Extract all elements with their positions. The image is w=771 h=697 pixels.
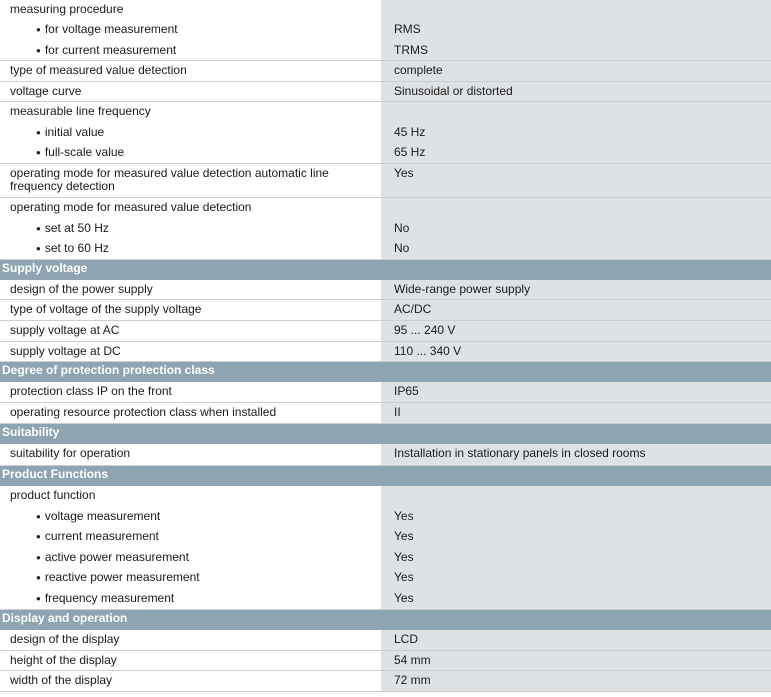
spec-value: [381, 0, 771, 20]
spec-value: complete: [381, 61, 771, 82]
section-header-product-functions: Product Functions: [0, 466, 771, 486]
spec-value: Installation in stationary panels in closed rooms: [381, 444, 771, 466]
spec-label: ● voltage measurement: [0, 507, 381, 527]
spec-row: [0, 82, 771, 102]
spec-label: supply voltage at DC: [0, 342, 381, 362]
spec-row: [0, 342, 771, 362]
spec-row: [0, 671, 771, 692]
spec-row: [0, 219, 771, 239]
spec-value: RMS: [381, 20, 771, 41]
spec-row: [0, 651, 771, 671]
spec-row: [0, 630, 771, 651]
spec-label: measurable line frequency: [0, 102, 381, 123]
spec-row: [0, 568, 771, 589]
spec-label: design of the display: [0, 630, 381, 651]
spec-value: Wide-range power supply: [381, 280, 771, 300]
spec-row: [0, 444, 771, 466]
spec-value: 45 Hz: [381, 123, 771, 143]
spec-value: 65 Hz: [381, 143, 771, 164]
spec-value: [381, 198, 771, 219]
spec-value: Yes: [381, 507, 771, 527]
spec-label: measuring procedure: [0, 0, 381, 20]
spec-value: [381, 486, 771, 507]
spec-label: operating mode for measured value detection: [0, 198, 381, 219]
section-header-supply-voltage: Supply voltage: [0, 260, 771, 280]
spec-value: No: [381, 239, 771, 260]
spec-row: [0, 164, 771, 198]
spec-label: ● for voltage measurement: [0, 20, 381, 41]
spec-label: voltage curve: [0, 82, 381, 102]
spec-label: suitability for operation: [0, 444, 381, 466]
spec-label: ● current measurement: [0, 527, 381, 548]
spec-label: operating resource protection class when installed: [0, 403, 381, 424]
spec-row: [0, 507, 771, 527]
spec-label: product function: [0, 486, 381, 507]
spec-row: [0, 548, 771, 568]
spec-value: Yes: [381, 568, 771, 589]
spec-row: [0, 143, 771, 164]
spec-row: [0, 321, 771, 342]
spec-row: [0, 61, 771, 82]
section-header-display-and-operation: Display and operation: [0, 610, 771, 630]
spec-label: ● set at 50 Hz: [0, 219, 381, 239]
spec-label: width of the display: [0, 671, 381, 692]
spec-value: IP65: [381, 382, 771, 403]
spec-label: height of the display: [0, 651, 381, 671]
spec-label: ● initial value: [0, 123, 381, 143]
spec-value: 95 ... 240 V: [381, 321, 771, 342]
spec-row: [0, 123, 771, 143]
spec-label: supply voltage at AC: [0, 321, 381, 342]
spec-row: [0, 300, 771, 321]
spec-value: 72 mm: [381, 671, 771, 692]
spec-label: ● full-scale value: [0, 143, 381, 164]
spec-label: protection class IP on the front: [0, 382, 381, 403]
spec-label: design of the power supply: [0, 280, 381, 300]
spec-value: 54 mm: [381, 651, 771, 671]
spec-label: ● reactive power measurement: [0, 568, 381, 589]
spec-value: Yes: [381, 589, 771, 610]
spec-value: No: [381, 219, 771, 239]
spec-value: II: [381, 403, 771, 424]
spec-row: [0, 0, 771, 20]
spec-row: [0, 280, 771, 300]
spec-value: AC/DC: [381, 300, 771, 321]
spec-row: [0, 589, 771, 610]
spec-row: [0, 198, 771, 219]
spec-row: [0, 239, 771, 260]
section-header-degree-of-protection-protection-class: Degree of protection protection class: [0, 362, 771, 382]
spec-label: type of measured value detection: [0, 61, 381, 82]
spec-row: [0, 102, 771, 123]
spec-row: [0, 382, 771, 403]
spec-label: ● set to 60 Hz: [0, 239, 381, 260]
spec-label: ● for current measurement: [0, 41, 381, 61]
spec-value: LCD: [381, 630, 771, 651]
spec-row: [0, 486, 771, 507]
spec-value: TRMS: [381, 41, 771, 61]
spec-row: [0, 527, 771, 548]
spec-value: Sinusoidal or distorted: [381, 82, 771, 102]
spec-label: operating mode for measured value detection automatic line frequency detection: [0, 164, 381, 198]
spec-row: [0, 41, 771, 61]
spec-value: Yes: [381, 164, 771, 198]
spec-row: [0, 20, 771, 41]
spec-value: [381, 102, 771, 123]
spec-label: type of voltage of the supply voltage: [0, 300, 381, 321]
spec-label: ● active power measurement: [0, 548, 381, 568]
spec-label: ● frequency measurement: [0, 589, 381, 610]
spec-value: Yes: [381, 548, 771, 568]
spec-row: [0, 403, 771, 424]
spec-value: 110 ... 340 V: [381, 342, 771, 362]
spec-value: Yes: [381, 527, 771, 548]
section-header-suitability: Suitability: [0, 424, 771, 444]
